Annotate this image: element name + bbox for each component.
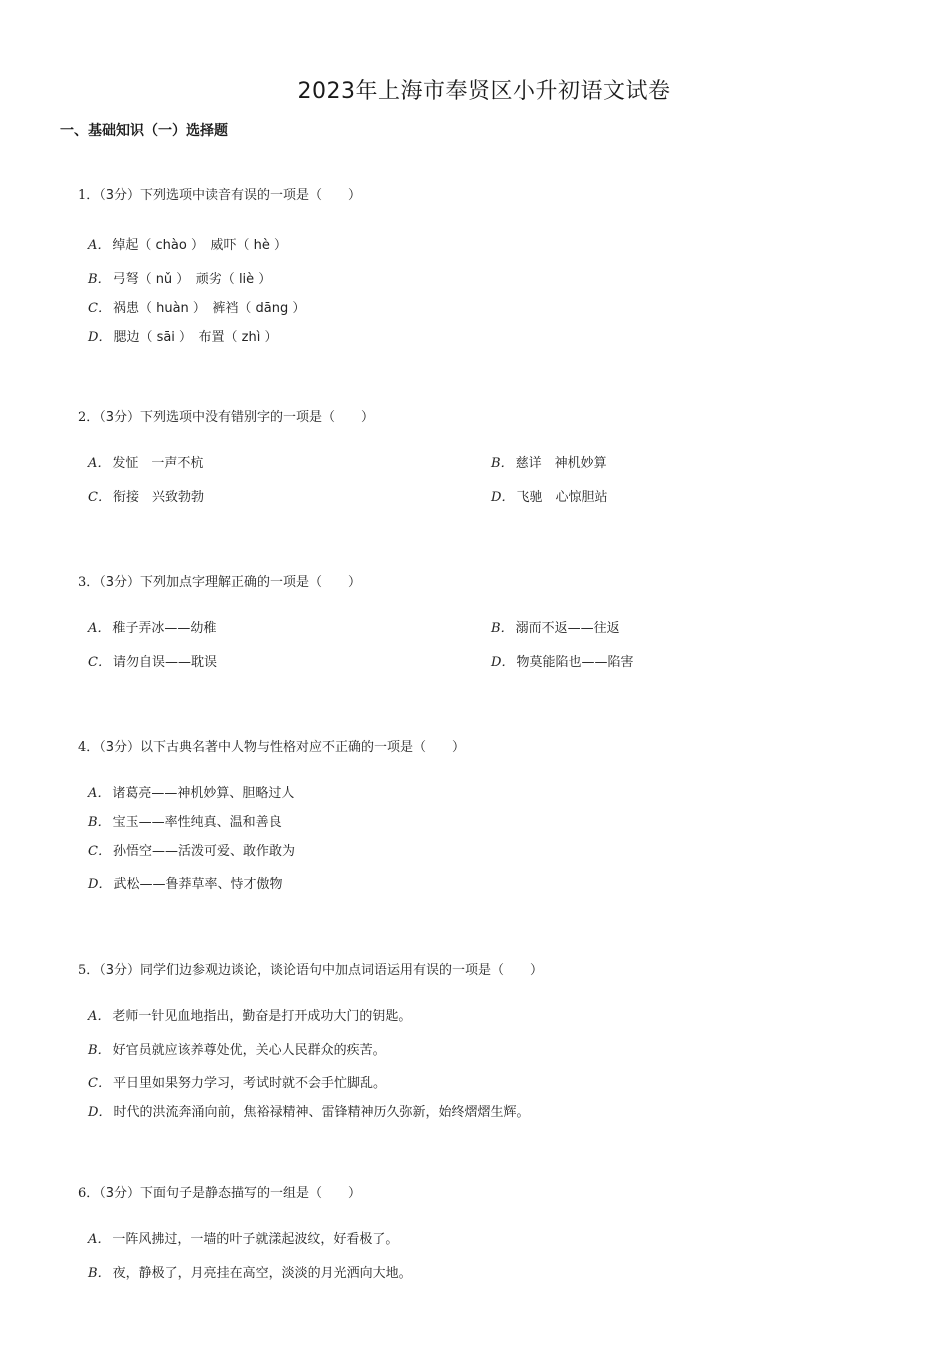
option-letter: B． (491, 621, 514, 636)
question-4-option-a (88, 782, 294, 801)
option-text: 祸患（ huàn ） 裤裆（ dāng ） (112, 301, 306, 316)
question-2-option-d (491, 486, 607, 505)
question-number: 1． (78, 188, 100, 203)
option-letter: B． (88, 1043, 111, 1058)
option-letter: A． (88, 238, 111, 253)
question-5-option-b (88, 1039, 386, 1058)
option-letter: C． (88, 490, 111, 505)
question-text: （3分）下面句子是静态描写的一组是（ ） (99, 1186, 362, 1201)
option-text: 孙悟空——活泼可爱、敢作敢为 (112, 844, 295, 859)
question-text: （3分）以下古典名著中人物与性格对应不正确的一项是（ ） (99, 740, 466, 755)
option-text: 好官员就应该养尊处优，关心人民群众的疾苦。 (112, 1043, 386, 1058)
option-text: 稚子弄冰——幼稚 (112, 621, 217, 636)
option-letter: C． (88, 655, 111, 670)
option-letter: B． (88, 1266, 111, 1281)
option-text: 弓弩（ nǔ ） 顽劣（ liè ） (112, 272, 272, 287)
question-1-option-d (88, 326, 278, 345)
option-letter: D． (88, 877, 112, 892)
question-3-option-a (88, 617, 216, 636)
option-text: 绰起（ chào ） 威吓（ hè ） (112, 238, 287, 253)
option-text: 时代的洪流奔涌向前，焦裕禄精神、雷锋精神历久弥新，始终熠熠生辉。 (113, 1105, 530, 1120)
question-5-stem (78, 959, 543, 978)
option-text: 平日里如果努力学习，考试时就不会手忙脚乱。 (112, 1076, 386, 1091)
option-text: 物莫能陷也——陷害 (516, 655, 634, 670)
question-number: 4． (78, 740, 100, 755)
question-number: 6． (78, 1186, 100, 1201)
question-text: （3分）下列选项中没有错别字的一项是（ ） (99, 410, 375, 425)
question-3-stem (78, 571, 361, 590)
question-5-option-d (88, 1101, 529, 1120)
option-text: 腮边（ sāi ） 布置（ zhì ） (113, 330, 278, 345)
question-text: （3分）同学们边参观边谈论，谈论语句中加点词语运用有误的一项是（ ） (99, 963, 544, 978)
question-2-option-a (88, 452, 203, 471)
option-text: 飞驰 心惊胆站 (516, 490, 608, 505)
option-letter: C． (88, 844, 111, 859)
option-text: 衔接 兴致勃勃 (112, 490, 204, 505)
page-title: 2023年上海市奉贤区小升初语文试卷 (297, 79, 671, 104)
question-3-option-b (491, 617, 620, 636)
question-6-option-a (88, 1228, 398, 1247)
question-2-option-b (491, 452, 607, 471)
question-4-option-c (88, 840, 295, 859)
question-2-option-c (88, 486, 204, 505)
option-text: 老师一针见血地指出，勤奋是打开成功大门的钥匙。 (112, 1009, 412, 1024)
option-text: 宝玉——率性纯真、温和善良 (112, 815, 282, 830)
option-letter: C． (88, 1076, 111, 1091)
question-4-option-d (88, 873, 282, 892)
question-1-option-b (88, 268, 271, 287)
question-4-option-b (88, 811, 282, 830)
question-number: 2． (78, 410, 100, 425)
option-letter: D． (491, 490, 515, 505)
option-letter: A． (88, 1009, 111, 1024)
question-6-stem (78, 1182, 361, 1201)
section-heading: 一、基础知识（一）选择题 (60, 123, 228, 139)
question-3-option-c (88, 651, 217, 670)
question-5-option-c (88, 1072, 386, 1091)
option-text: 武松——鲁莽草率、恃才傲物 (113, 877, 283, 892)
option-text: 慈详 神机妙算 (515, 456, 607, 471)
question-number: 3． (78, 575, 100, 590)
question-3-option-d (491, 651, 633, 670)
option-text: 夜，静极了，月亮挂在高空，淡淡的月光洒向大地。 (112, 1266, 412, 1281)
option-text: 一阵风拂过，一墙的叶子就漾起波纹，好看极了。 (112, 1232, 399, 1247)
question-2-stem (78, 406, 374, 425)
option-text: 诸葛亮——神机妙算、胆略过人 (112, 786, 295, 801)
question-text: （3分）下列加点字理解正确的一项是（ ） (99, 575, 362, 590)
question-5-option-a (88, 1005, 411, 1024)
question-4-stem (78, 736, 465, 755)
option-letter: A． (88, 786, 111, 801)
option-letter: A． (88, 621, 111, 636)
option-text: 请勿自误——耽误 (112, 655, 217, 670)
option-letter: B． (88, 272, 111, 287)
option-letter: D． (88, 330, 112, 345)
question-1-option-c (88, 297, 305, 316)
question-1-stem (78, 184, 361, 203)
question-number: 5． (78, 963, 100, 978)
option-letter: C． (88, 301, 111, 316)
question-6-option-b (88, 1262, 412, 1281)
option-letter: B． (88, 815, 111, 830)
option-letter: D． (491, 655, 515, 670)
option-letter: A． (88, 1232, 111, 1247)
option-letter: A． (88, 456, 111, 471)
option-letter: D． (88, 1105, 112, 1120)
option-letter: B． (491, 456, 514, 471)
option-text: 溺而不返——往返 (515, 621, 620, 636)
question-1-option-a (88, 234, 287, 253)
option-text: 发怔 一声不杭 (112, 456, 204, 471)
question-text: （3分）下列选项中读音有误的一项是（ ） (99, 188, 362, 203)
